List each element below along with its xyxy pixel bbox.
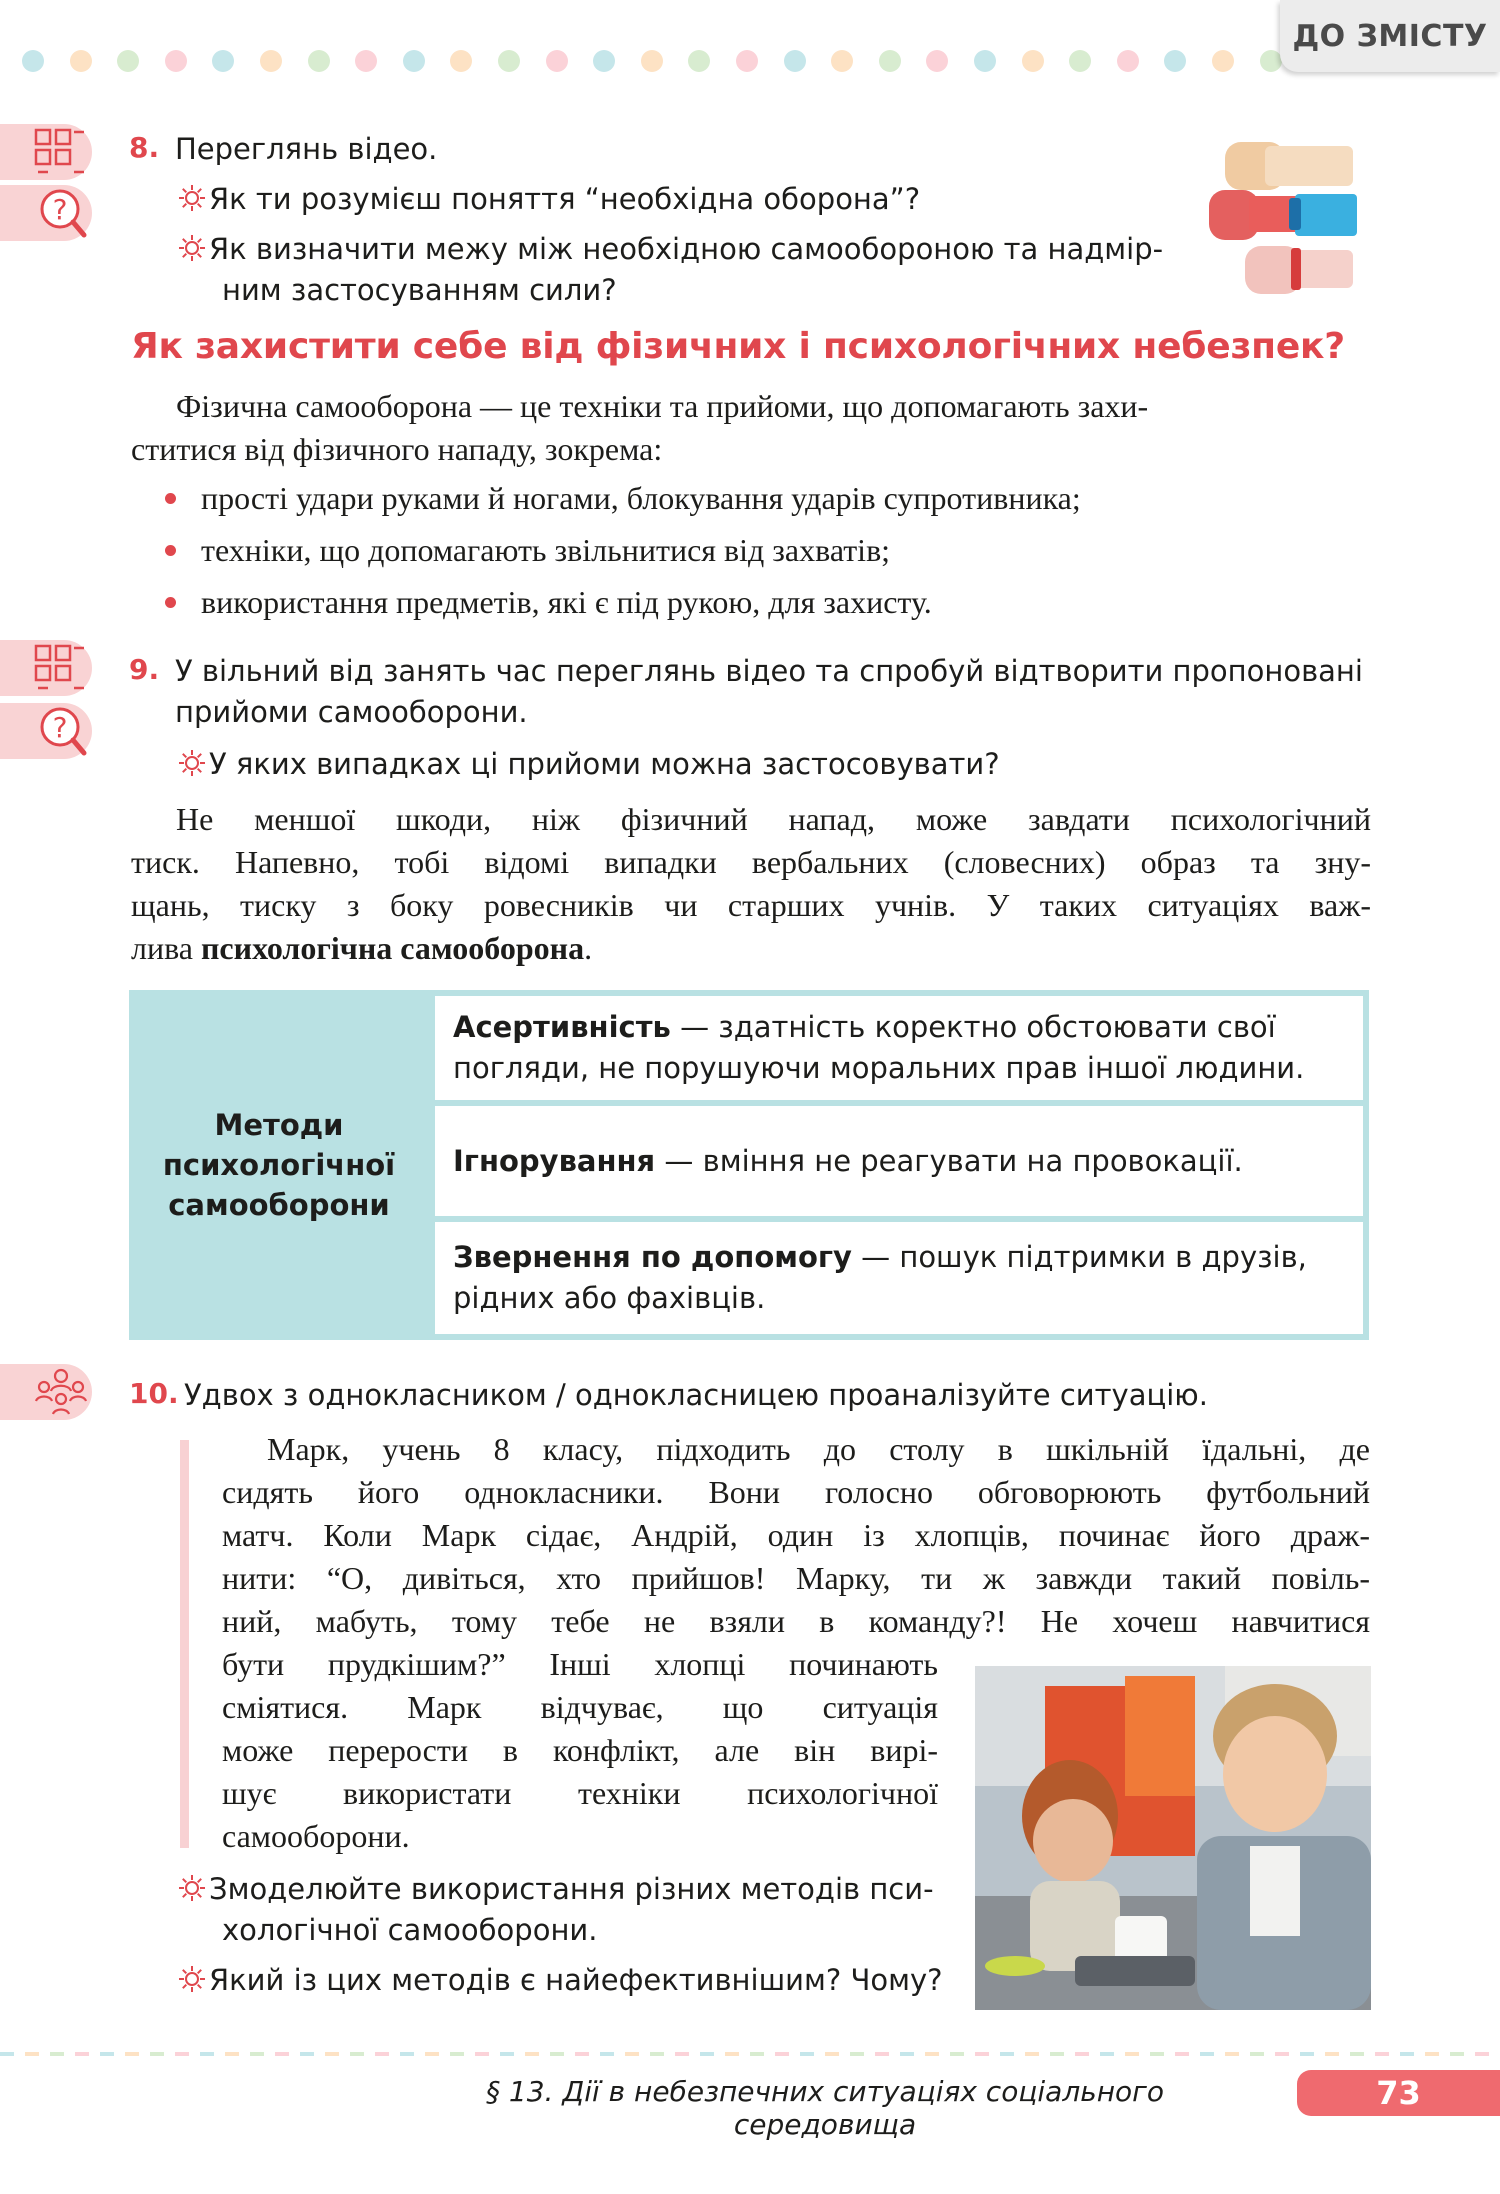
cafeteria-photo xyxy=(975,1666,1371,2010)
page-number: 73 xyxy=(1376,2074,1421,2112)
decorative-dash xyxy=(250,2052,264,2056)
decorative-dot xyxy=(165,50,187,72)
bullet-item-text: використання предметів, які є під рукою, для захисту. xyxy=(201,584,932,620)
decorative-dot-row xyxy=(22,50,1312,74)
decorative-dash xyxy=(675,2052,689,2056)
decorative-dash xyxy=(1050,2052,1064,2056)
story-line: бути прудкішим?” Інші хлопці починають xyxy=(222,1646,938,1682)
psych-line-4 xyxy=(131,927,1371,970)
method-def-line-2: рідних або фахівців. xyxy=(453,1281,766,1315)
task-10-number: 10. xyxy=(129,1377,179,1410)
bullet-dot xyxy=(165,597,176,608)
methods-title-line-3: самооборони xyxy=(168,1188,390,1222)
decorative-dash xyxy=(0,2052,14,2056)
story-line: нити: “О, дивіться, хто прийшов! Марку, ти ж завжди такий повіль- xyxy=(222,1560,1370,1596)
decorative-dash xyxy=(825,2052,839,2056)
decorative-dash xyxy=(1450,2052,1464,2056)
decorative-dash xyxy=(1175,2052,1189,2056)
decorative-dot xyxy=(736,50,758,72)
task-9-line-1: У вільний від занять час переглянь відео та спробуй відтворити пропоновані xyxy=(175,654,1363,688)
decorative-dash xyxy=(1475,2052,1489,2056)
hands-illustration xyxy=(1205,128,1365,298)
decorative-dash xyxy=(700,2052,714,2056)
decorative-dash xyxy=(1075,2052,1089,2056)
story-text-narrow xyxy=(222,1643,938,1858)
decorative-dash xyxy=(325,2052,339,2056)
decorative-dash xyxy=(50,2052,64,2056)
svg-text:?: ? xyxy=(52,711,68,744)
decorative-dot xyxy=(22,50,44,72)
decorative-dash xyxy=(1300,2052,1314,2056)
decorative-dash xyxy=(1325,2052,1339,2056)
decorative-dot xyxy=(688,50,710,72)
story-line: Марк, учень 8 класу, підходить до столу в шкільній їдальні, де xyxy=(267,1431,1370,1467)
task-9-line-2: прийоми самооборони. xyxy=(175,695,528,729)
svg-text:?: ? xyxy=(52,193,68,226)
decorative-dash xyxy=(1000,2052,1014,2056)
decorative-dash xyxy=(1275,2052,1289,2056)
decorative-dash xyxy=(1025,2052,1039,2056)
decorative-dash xyxy=(1150,2052,1164,2056)
decorative-dash xyxy=(525,2052,539,2056)
story-line: матч. Коли Марк сідає, Андрій, один із хлопців, починає його драж- xyxy=(222,1517,1370,1553)
method-def-line-1: — пошук підтримки в друзів, xyxy=(851,1240,1307,1274)
decorative-dash xyxy=(750,2052,764,2056)
decorative-dash xyxy=(650,2052,664,2056)
task-9-number: 9. xyxy=(129,653,160,686)
section-heading: Як захистити себе від фізичних і психологічних небезпек? xyxy=(131,326,1345,367)
task-10-question-1-line-1: Змоделюйте використання різних методів пси- xyxy=(209,1872,934,1906)
decorative-dash-row xyxy=(0,2052,1500,2057)
decorative-dot xyxy=(355,50,377,72)
qr-code-icon xyxy=(0,640,92,696)
decorative-dot xyxy=(212,50,234,72)
story-line: шує використати техніки психологічної xyxy=(222,1775,938,1811)
task-10-question-2-text: Який із цих методів є найефективнішим? Чому? xyxy=(209,1963,943,1997)
question-search-icon xyxy=(0,185,92,241)
method-ignoring xyxy=(435,1106,1363,1216)
decorative-dash xyxy=(800,2052,814,2056)
decorative-dash xyxy=(850,2052,864,2056)
decorative-dot xyxy=(1022,50,1044,72)
decorative-dash xyxy=(350,2052,364,2056)
sun-bullet-icon xyxy=(175,1874,209,1902)
task-8-question-2-line-1: Як визначити межу між необхідною самообороною та надмір- xyxy=(209,232,1164,266)
physical-defense-line-1: Фізична самооборона — це техніки та прийоми, що допомагають захи- xyxy=(176,388,1149,424)
decorative-dash xyxy=(300,2052,314,2056)
bullet-item xyxy=(165,532,890,569)
task-8-question-2 xyxy=(175,229,1163,311)
decorative-dot xyxy=(784,50,806,72)
psych-line-4-bold: психологічна самооборона xyxy=(200,930,585,966)
decorative-dot xyxy=(1164,50,1186,72)
decorative-dot xyxy=(70,50,92,72)
task-9-question-1-text: У яких випадках ці прийоми можна застосовувати? xyxy=(209,747,1000,781)
decorative-dash xyxy=(775,2052,789,2056)
group-work-icon xyxy=(0,1364,92,1420)
physical-defense-line-2: ститися від фізичного нападу, зокрема: xyxy=(131,431,663,467)
qr-code-icon xyxy=(0,124,92,180)
decorative-dash xyxy=(725,2052,739,2056)
decorative-dash xyxy=(75,2052,89,2056)
decorative-dash xyxy=(1425,2052,1439,2056)
decorative-dash xyxy=(225,2052,239,2056)
task-10-text: Удвох з однокласником / однокласницею проаналізуйте ситуацію. xyxy=(184,1378,1208,1412)
psych-line-2: тиск. Напевно, тобі відомі випадки вербальних (словесних) образ та зну- xyxy=(131,844,1371,880)
method-term: Звернення по допомогу xyxy=(453,1240,852,1274)
decorative-dot xyxy=(546,50,568,72)
to-contents-label: ДО ЗМІСТУ xyxy=(1292,18,1488,54)
decorative-dash xyxy=(1225,2052,1239,2056)
decorative-dash xyxy=(375,2052,389,2056)
bullet-dot xyxy=(165,545,176,556)
decorative-dash xyxy=(1350,2052,1364,2056)
physical-defense-paragraph xyxy=(131,385,1371,471)
bullet-item xyxy=(165,584,932,621)
decorative-dash xyxy=(575,2052,589,2056)
decorative-dot xyxy=(1260,50,1282,72)
methods-table-title xyxy=(129,990,429,1340)
decorative-dash xyxy=(500,2052,514,2056)
story-line: сидять його однокласники. Вони голосно обговорюють футбольний xyxy=(222,1474,1370,1510)
method-term: Асертивність xyxy=(453,1010,671,1044)
decorative-dot xyxy=(1069,50,1091,72)
task-9-question-1 xyxy=(175,744,1000,785)
story-line: сміятися. Марк відчуває, що ситуація xyxy=(222,1689,938,1725)
decorative-dash xyxy=(875,2052,889,2056)
decorative-dash xyxy=(600,2052,614,2056)
story-line: самооборони. xyxy=(222,1818,410,1854)
decorative-dash xyxy=(950,2052,964,2056)
bullet-item-text: техніки, що допомагають звільнитися від захватів; xyxy=(201,532,891,568)
decorative-dot xyxy=(498,50,520,72)
decorative-dash xyxy=(25,2052,39,2056)
chapter-footer: § 13. Дії в небезпечних ситуаціях соціального середовища xyxy=(485,2075,1164,2141)
bullet-dot xyxy=(165,493,176,504)
psych-line-4-prefix: лива xyxy=(131,930,201,966)
story-text-wide xyxy=(222,1428,1370,1643)
decorative-dot xyxy=(926,50,948,72)
sun-bullet-icon xyxy=(175,1965,209,1993)
decorative-dot xyxy=(641,50,663,72)
decorative-dash xyxy=(625,2052,639,2056)
decorative-dot xyxy=(1212,50,1234,72)
decorative-dot xyxy=(403,50,425,72)
method-term: Ігнорування xyxy=(453,1143,656,1178)
quote-bar xyxy=(180,1440,189,1848)
decorative-dot xyxy=(879,50,901,72)
psych-line-4-suffix: . xyxy=(584,930,593,966)
task-8-question-2-line-2: ним застосуванням сили? xyxy=(222,273,617,307)
to-contents-button[interactable] xyxy=(1280,0,1500,72)
bullet-item xyxy=(165,480,1081,517)
decorative-dash xyxy=(450,2052,464,2056)
decorative-dash xyxy=(975,2052,989,2056)
method-assertiveness xyxy=(435,996,1363,1100)
method-def-line-1: — вміння не реагувати на провокації. xyxy=(655,1143,1243,1178)
page-number-badge xyxy=(1297,2070,1500,2116)
decorative-dash xyxy=(400,2052,414,2056)
decorative-dot xyxy=(974,50,996,72)
decorative-dot xyxy=(450,50,472,72)
decorative-dash xyxy=(550,2052,564,2056)
task-10-question-1-line-2: хологічної самооборони. xyxy=(222,1913,598,1947)
sun-bullet-icon xyxy=(175,749,209,777)
decorative-dash xyxy=(1125,2052,1139,2056)
task-9-text xyxy=(175,651,1375,733)
sun-bullet-icon xyxy=(175,234,209,262)
task-10-question-1 xyxy=(175,1869,934,1951)
decorative-dash xyxy=(150,2052,164,2056)
methods-title-line-1: Методи xyxy=(214,1108,344,1142)
task-8-text: Переглянь відео. xyxy=(175,132,438,166)
decorative-dash xyxy=(900,2052,914,2056)
sun-bullet-icon xyxy=(175,184,209,212)
methods-table xyxy=(129,990,1369,1340)
decorative-dash xyxy=(1400,2052,1414,2056)
story-line: може перерости в конфлікт, але він вирі- xyxy=(222,1732,938,1768)
question-search-icon xyxy=(0,703,92,759)
decorative-dash xyxy=(425,2052,439,2056)
method-def-line-2: погляди, не порушуючи моральних прав іншої людини. xyxy=(453,1051,1305,1085)
psych-line-3: щань, тиску з боку ровесників чи старших учнів. У таких ситуаціях важ- xyxy=(131,887,1371,923)
decorative-dash xyxy=(175,2052,189,2056)
method-seeking-help xyxy=(435,1222,1363,1334)
method-def-line-1: — здатність коректно обстоювати свої xyxy=(670,1010,1276,1044)
decorative-dot xyxy=(593,50,615,72)
psychological-pressure-paragraph xyxy=(131,798,1371,970)
decorative-dash xyxy=(1100,2052,1114,2056)
methods-title-line-2: психологічної xyxy=(162,1148,396,1182)
decorative-dash xyxy=(125,2052,139,2056)
decorative-dot xyxy=(260,50,282,72)
psych-line-1: Не меншої шкоди, ніж фізичний напад, може завдати психологічний xyxy=(176,801,1371,837)
decorative-dot xyxy=(308,50,330,72)
task-10-question-2 xyxy=(175,1960,943,2001)
decorative-dash xyxy=(100,2052,114,2056)
decorative-dash xyxy=(1250,2052,1264,2056)
decorative-dot xyxy=(1117,50,1139,72)
decorative-dash xyxy=(275,2052,289,2056)
decorative-dot xyxy=(831,50,853,72)
decorative-dash xyxy=(925,2052,939,2056)
task-8-question-1-text: Як ти розумієш поняття “необхідна оборона”? xyxy=(209,182,921,216)
task-8-question-1 xyxy=(175,179,920,220)
story-line: ний, мабуть, тому тебе не взяли в команду?! Не хочеш навчитися xyxy=(222,1603,1370,1639)
decorative-dash xyxy=(1200,2052,1214,2056)
task-8-number: 8. xyxy=(129,131,160,164)
decorative-dash xyxy=(200,2052,214,2056)
decorative-dash xyxy=(1375,2052,1389,2056)
decorative-dash xyxy=(475,2052,489,2056)
decorative-dot xyxy=(117,50,139,72)
bullet-item-text: прості удари руками й ногами, блокування ударів супротивника; xyxy=(201,480,1081,516)
